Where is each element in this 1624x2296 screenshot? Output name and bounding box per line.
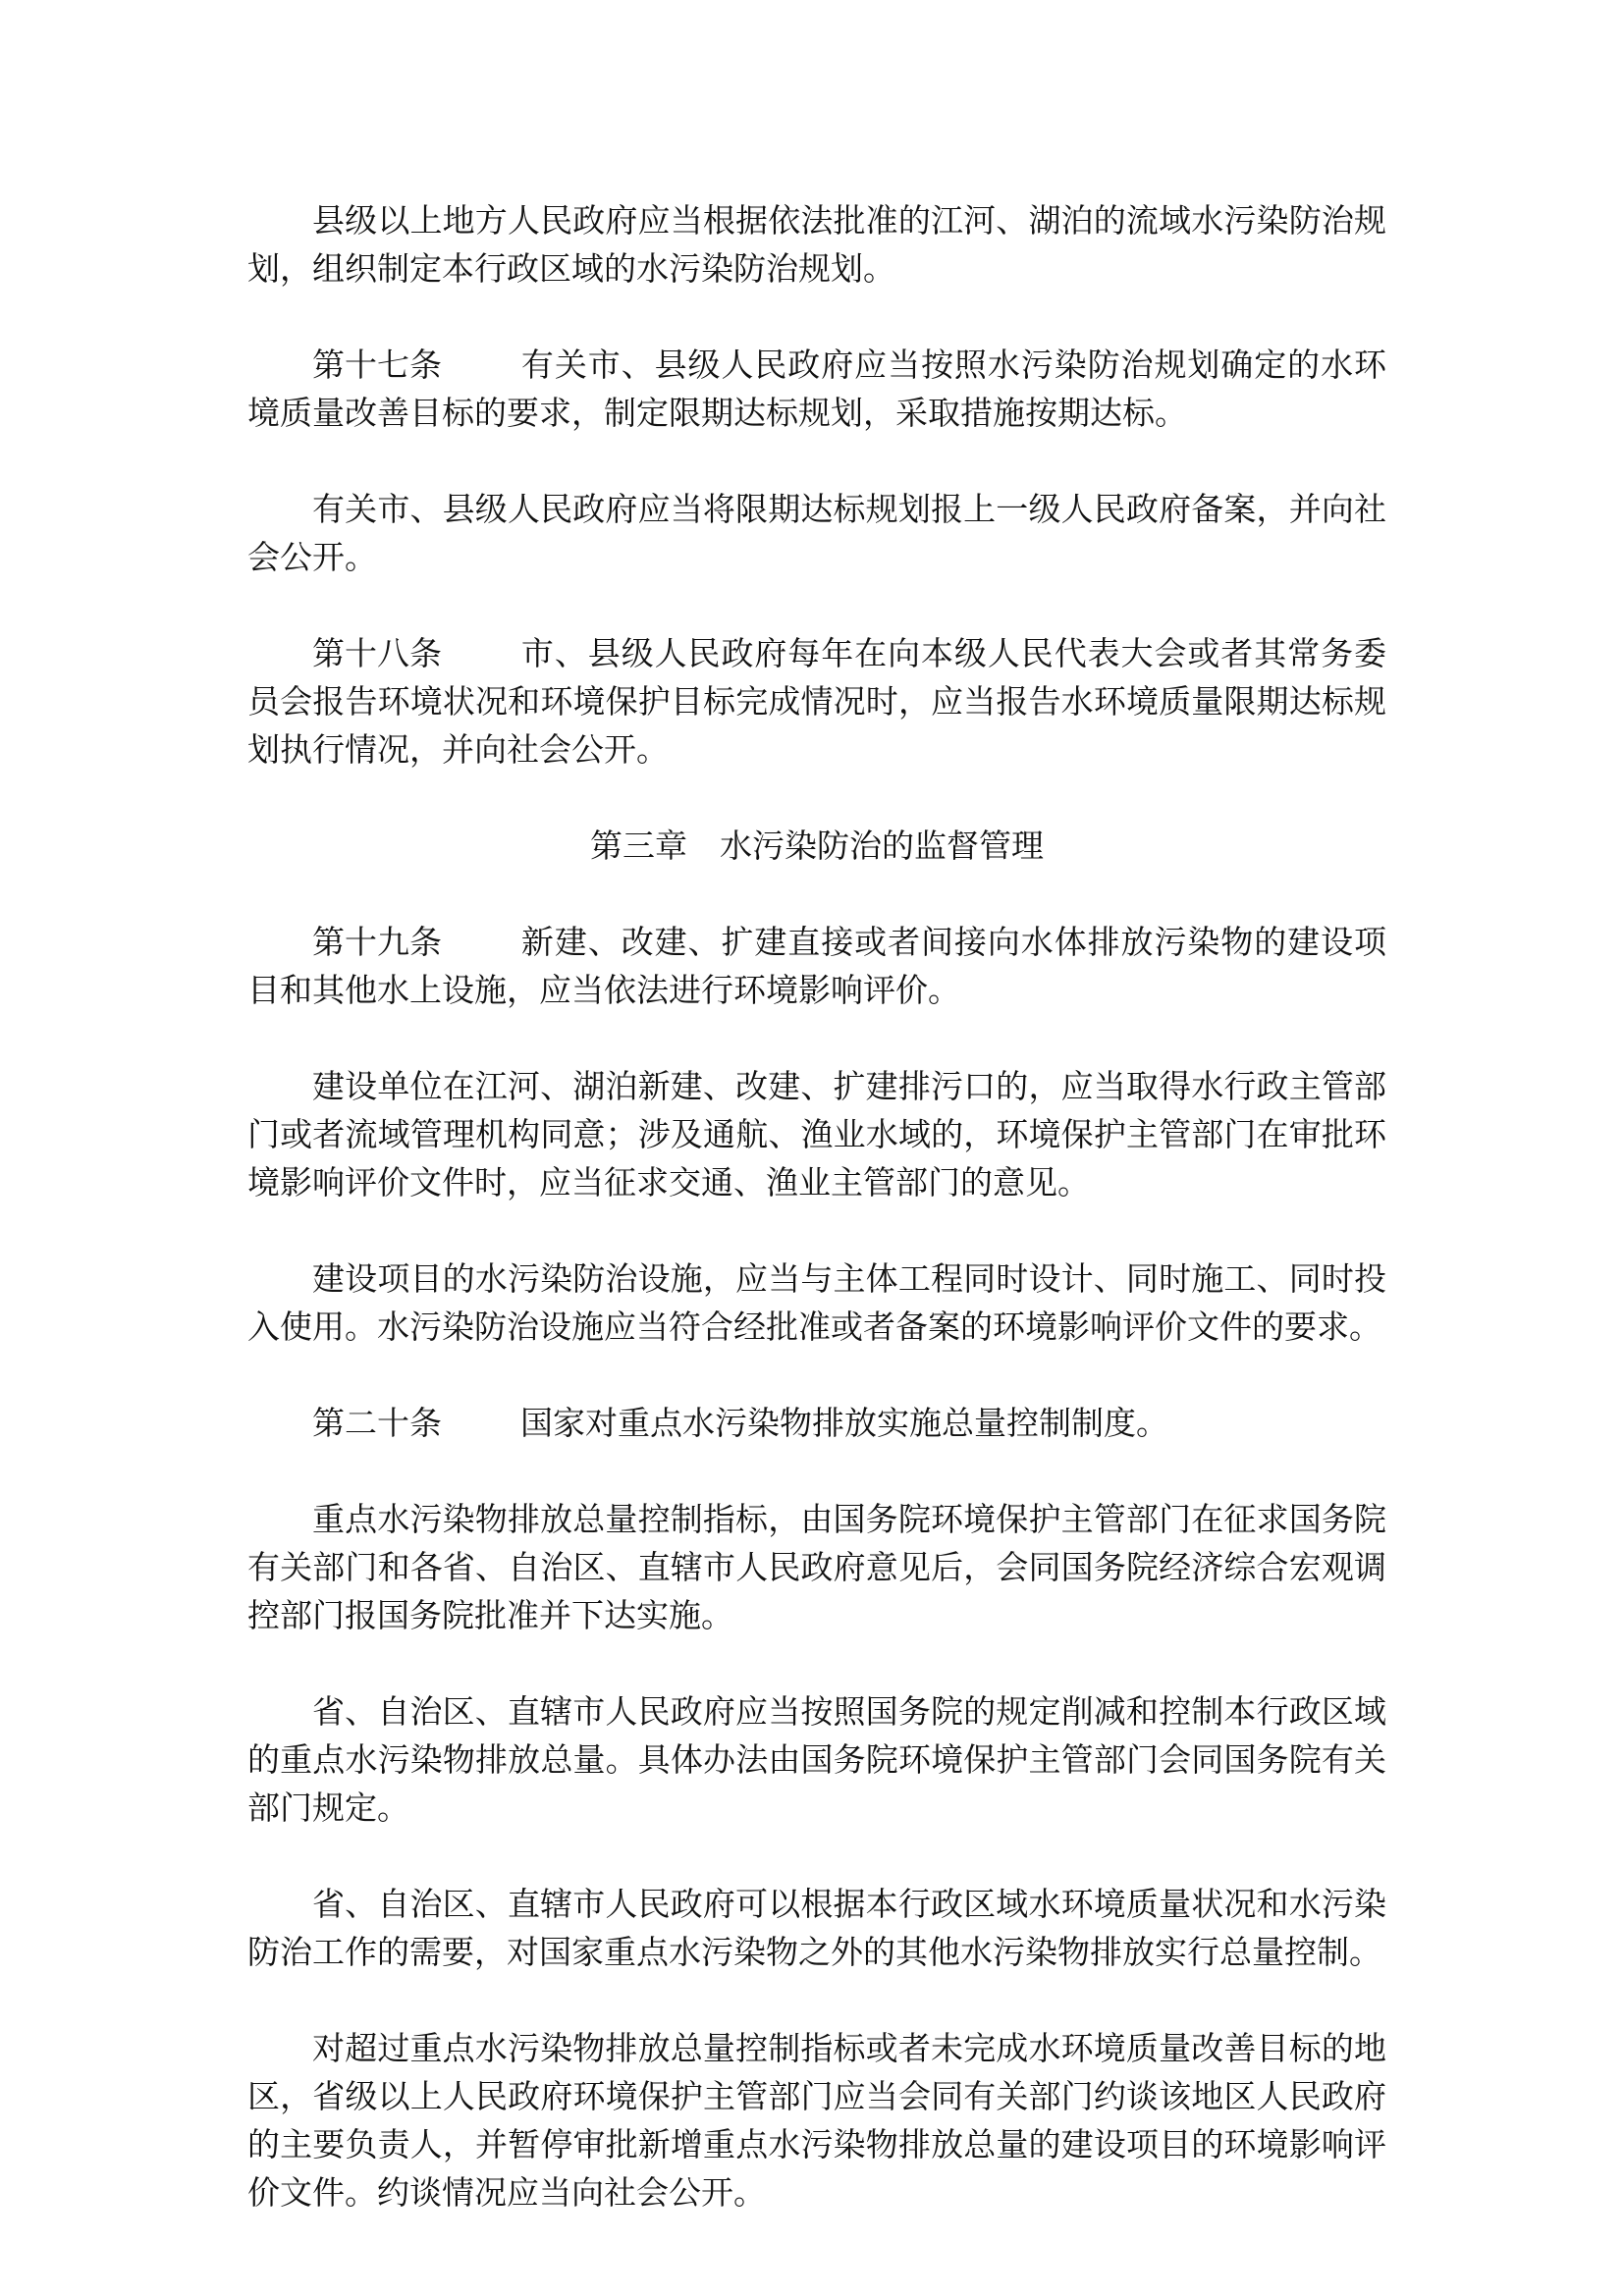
paragraph-text: 有关市、县级人民政府应当将限期达标规划报上一级人民政府备案，并向社会公开。 [247, 490, 1386, 576]
article-text: 国家对重点水污染物排放实施总量控制制度。 [520, 1404, 1168, 1442]
article-text: 有关市、县级人民政府应当按照水污染防治规划确定的水环境质量改善目标的要求，制定限期达标规划，采取措施按期达标。 [247, 346, 1386, 432]
paragraph-text: 对超过重点水污染物排放总量控制指标或者未完成水环境质量改善目标的地区，省级以上人民政府环境保护主管部门应当会同有关部门约谈该地区人民政府的主要负责人，并暂停审批新增重点水污染物排放总量的建设项目的环境影响评价文件。约谈情况应当向社会公开。 [247, 2029, 1386, 2212]
paragraph-text: 重点水污染物排放总量控制指标，由国务院环境保护主管部门在征求国务院有关部门和各省、自治区、直辖市人民政府意见后，会同国务院经济综合宏观调控部门报国务院批准并下达实施。 [247, 1500, 1386, 1634]
article-text: 市、县级人民政府每年在向本级人民代表大会或者其常务委员会报告环境状况和环境保护目标完成情况时，应当报告水环境质量限期达标规划执行情况，并向社会公开。 [247, 634, 1386, 769]
paragraph [247, 1062, 1386, 1206]
article-number: 第二十条 [312, 1404, 442, 1442]
article-number: 第十九条 [312, 923, 442, 961]
paragraph-text: 建设项目的水污染防治设施，应当与主体工程同时设计、同时施工、同时投入使用。水污染防治设施应当符合经批准或者备案的环境影响评价文件的要求。 [247, 1259, 1386, 1346]
article-19 [247, 918, 1386, 1014]
paragraph-text: 县级以上地方人民政府应当根据依法批准的江河、湖泊的流域水污染防治规划，组织制定本行政区域的水污染防治规划。 [247, 201, 1386, 288]
paragraph [247, 1880, 1386, 1976]
paragraph-text: 省、自治区、直辖市人民政府应当按照国务院的规定削减和控制本行政区域的重点水污染物排放总量。具体办法由国务院环境保护主管部门会同国务院有关部门规定。 [247, 1692, 1386, 1827]
article-number: 第十七条 [312, 346, 442, 384]
paragraph-text: 省、自治区、直辖市人民政府可以根据本行政区域水环境质量状况和水污染防治工作的需要，对国家重点水污染物之外的其他水污染物排放实行总量控制。 [247, 1885, 1386, 1971]
article-text: 新建、改建、扩建直接或者间接向水体排放污染物的建设项目和其他水上设施，应当依法进行环境影响评价。 [247, 923, 1386, 1009]
paragraph [247, 485, 1386, 581]
chapter-number: 第三章 [590, 827, 687, 865]
article-20 [247, 1399, 1386, 1447]
paragraph [247, 196, 1386, 293]
chapter-title: 水污染防治的监督管理 [720, 827, 1044, 865]
chapter-heading [247, 822, 1386, 870]
paragraph [247, 1687, 1386, 1832]
paragraph [247, 2024, 1386, 2216]
article-number: 第十八条 [312, 634, 442, 672]
article-18 [247, 629, 1386, 774]
paragraph-text: 建设单位在江河、湖泊新建、改建、扩建排污口的，应当取得水行政主管部门或者流域管理机构同意；涉及通航、渔业水域的，环境保护主管部门在审批环境影响评价文件时，应当征求交通、渔业主管部门的意见。 [247, 1067, 1386, 1201]
document-body [247, 196, 1386, 2265]
paragraph [247, 1255, 1386, 1351]
paragraph [247, 1495, 1386, 1639]
article-17 [247, 341, 1386, 437]
